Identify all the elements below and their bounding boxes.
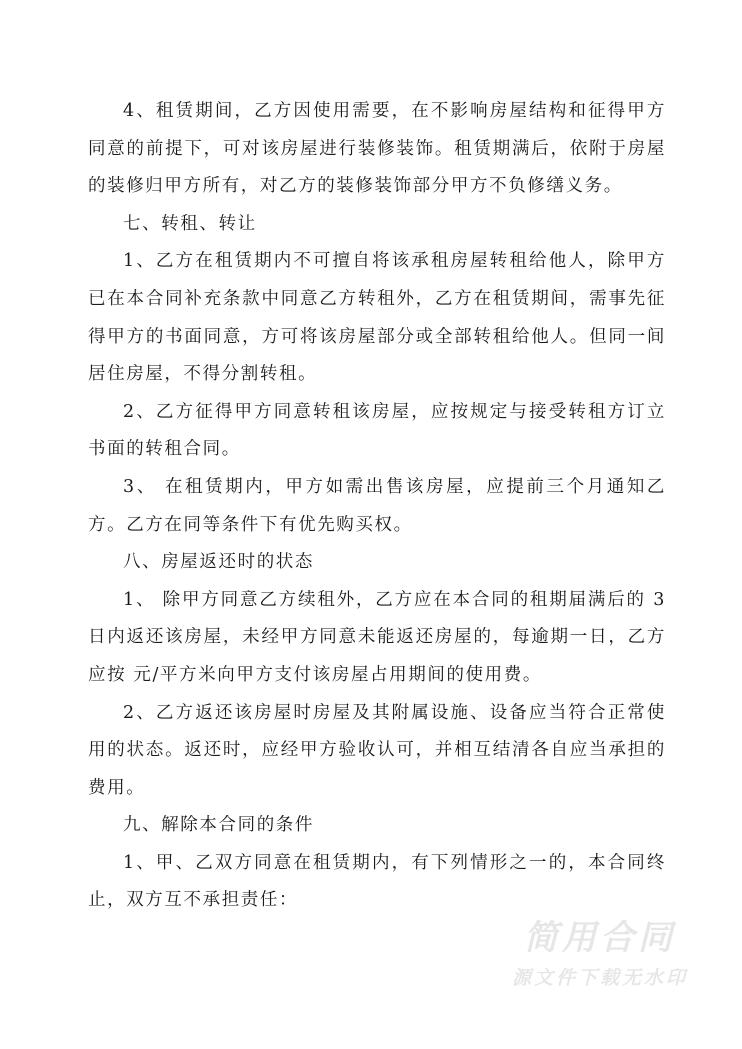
clause-6-4-renovation: 4、租赁期间，乙方因使用需要，在不影响房屋结构和征得甲方同意的前提下，可对该房屋进行装修装饰。租赁期满后，依附于房屋的装修归甲方所有，对乙方的装修装饰部分甲方不负修缮义务。 bbox=[88, 101, 666, 197]
clause-8-2-return-condition: 2、乙方返还该房屋时房屋及其附属设施、设备应当符合正常使用的状态。返还时，应经甲方验收认可，并相互结清各自应当承担的费用。 bbox=[88, 702, 666, 798]
clause-7-3-purchase-priority: 3、 在租赁期内，甲方如需出售该房屋，应提前三个月通知乙方。乙方在同等条件下有优先购买权。 bbox=[88, 476, 666, 535]
clause-7-1-sublease-consent: 1、乙方在租赁期内不可擅自将该承租房屋转租给他人，除甲方已在本合同补充条款中同意乙方转租外，乙方在租赁期间，需事先征得甲方的书面同意，方可将该房屋部分或全部转租给他人。但同一间居住房屋，不得分割转租。 bbox=[88, 251, 666, 385]
clause-9-1-termination: 1、甲、乙双方同意在租赁期内，有下列情形之一的，本合同终止，双方互不承担责任： bbox=[88, 852, 666, 911]
watermark-brand: 简用合同 bbox=[524, 918, 676, 958]
clause-7-2-sublease-contract: 2、乙方征得甲方同意转租该房屋，应按规定与接受转租方订立书面的转租合同。 bbox=[88, 401, 666, 460]
clause-8-1-return-deadline: 1、 除甲方同意乙方续租外，乙方应在本合同的租期届满后的 3 日内返还该房屋，未经甲方同意未能返还房屋的，每逾期一日，乙方应按 元/平方米向甲方支付该房屋占用期间的使用费。 bbox=[88, 589, 666, 685]
section-heading-sublease: 七、转租、转让 bbox=[123, 213, 257, 234]
section-heading-return-state: 八、房屋返还时的状态 bbox=[123, 552, 314, 573]
document-body bbox=[88, 93, 666, 920]
watermark bbox=[510, 918, 690, 992]
watermark-tagline: 源文件下载无水印 bbox=[511, 967, 688, 989]
section-heading-termination: 九、解除本合同的条件 bbox=[123, 815, 314, 836]
